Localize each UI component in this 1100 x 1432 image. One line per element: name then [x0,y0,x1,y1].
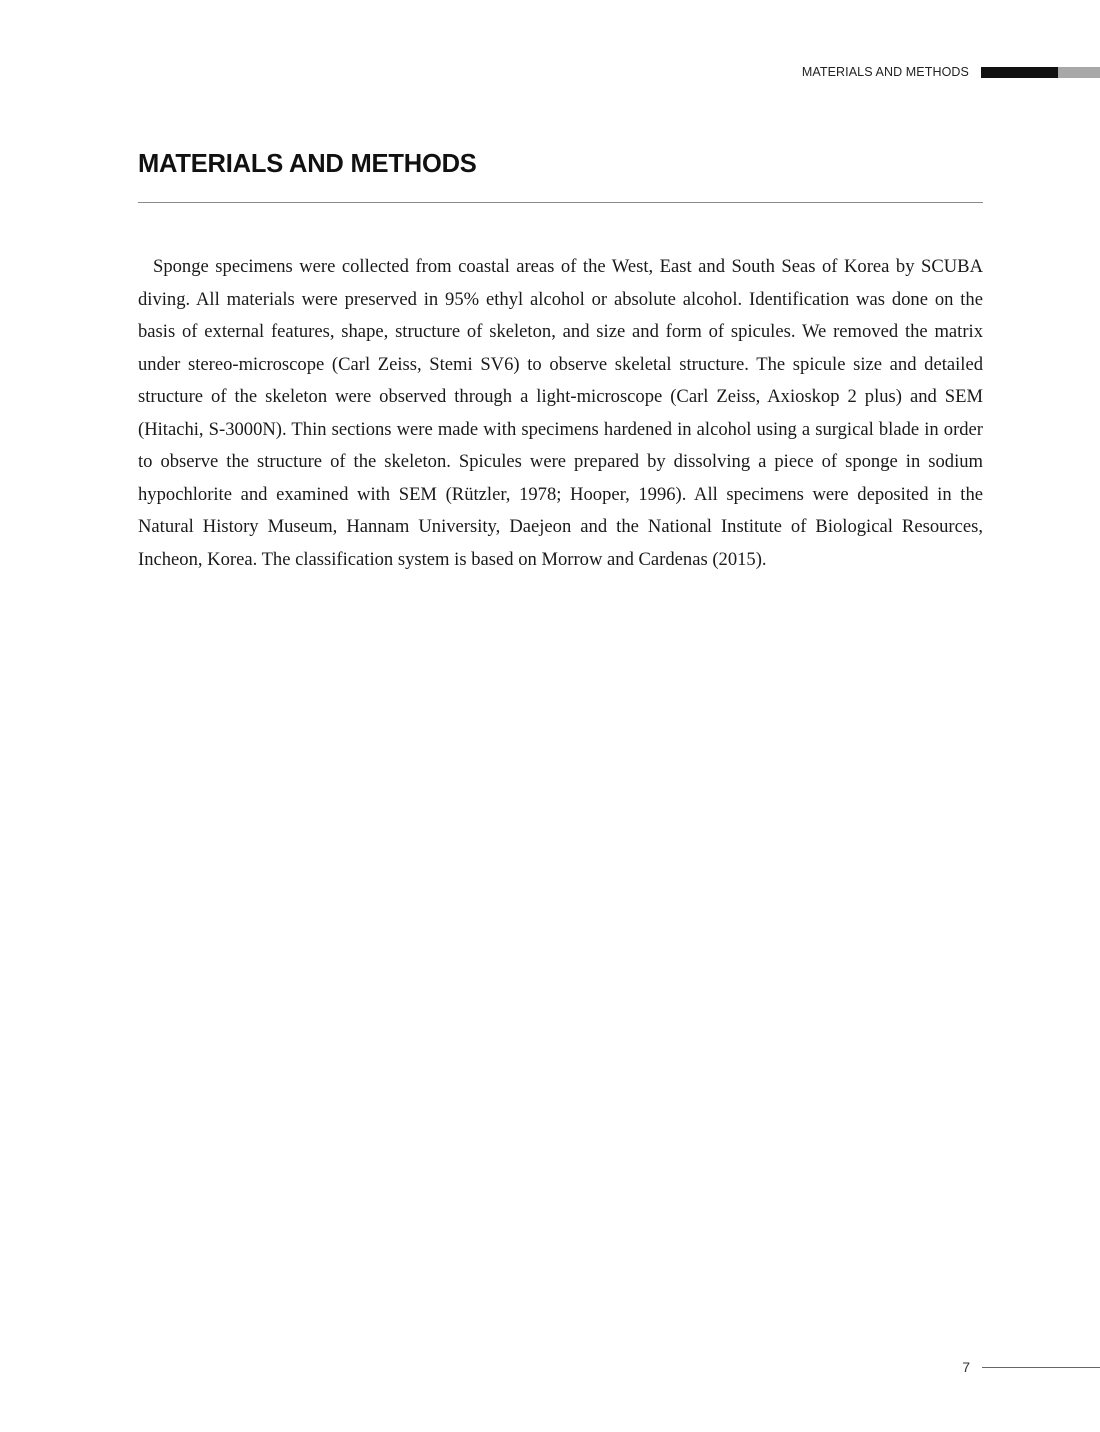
title-divider [138,202,983,203]
page-number: 7 [962,1359,970,1375]
methods-paragraph: Sponge specimens were collected from coastal areas of the West, East and South Seas of Korea by SCUBA diving. All materials were preserved in 95% ethyl alcohol or absolute alcohol. Identification was done on the basis of external features, shape, structure of skeleton, and size and form of spicules. We removed the matrix under stereo-microscope (Carl Zeiss, Stemi SV6) to observe skeletal structure. The spicule size and detailed structure of the skeleton were observed through a light-microscope (Carl Zeiss, Axioskop 2 plus) and SEM (Hitachi, S-3000N). Thin sections were made with specimens hardened in alcohol using a surgical blade in order to observe the structure of the skeleton. Spicules were prepared by dissolving a piece of sponge in sodium hypochlorite and examined with SEM (Rützler, 1978; Hooper, 1996). All specimens were deposited in the Natural History Museum, Hannam University, Daejeon and the National Institute of Biological Resources, Incheon, Korea. The classification system is based on Morrow and Cardenas (2015). [138,256,983,570]
header-bar-dark [981,67,1058,78]
running-header [802,64,1100,80]
running-header-title: MATERIALS AND METHODS [801,65,969,79]
page-footer [962,1358,1100,1376]
header-bar-light [1058,67,1100,78]
section-title: MATERIALS AND METHODS [138,150,477,178]
footer-rule [982,1367,1100,1368]
